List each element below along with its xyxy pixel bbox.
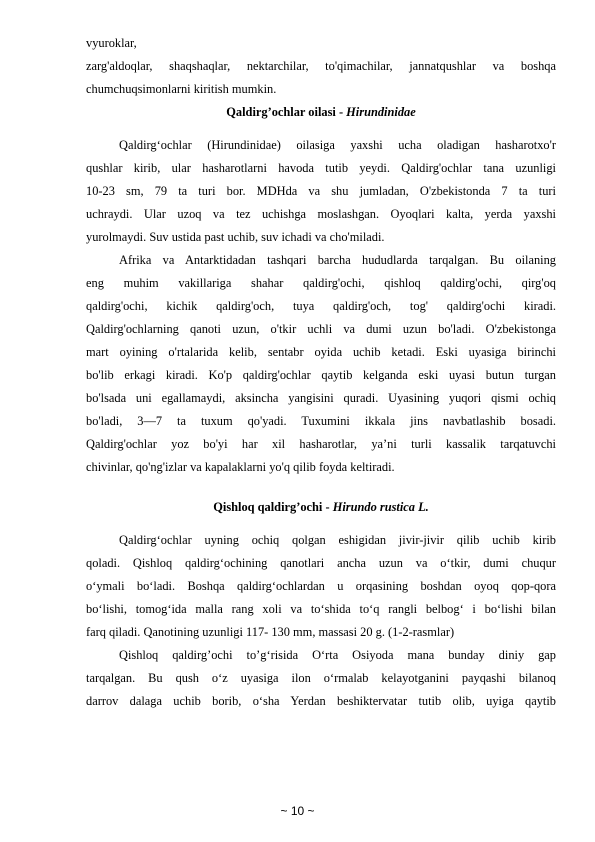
heading-text: Qishloq qaldirg’ochi - — [213, 500, 333, 514]
paragraph-line: bo'ladi, 3—7 ta tuxum qo'yadi. Tuxumini ikkala jins navbatlashib bosadi. — [86, 414, 556, 428]
paragraph-line: o‘ymali bo‘ladi. Boshqa qaldirg‘ochlardan u orqasining boshdan oyoq qop-qora — [86, 579, 556, 593]
paragraph-line: Qishloq qaldirg’ochi to’g‘risida O‘rta Osiyoda mana bunday diniy gap — [119, 648, 556, 662]
paragraph-line: Qaldirg'ochlarning qanoti uzun, o'tkir uchli va dumi uzun bo'ladi. O'zbekistonga — [86, 322, 556, 336]
text-line: vyuroklar, — [86, 36, 137, 50]
section-heading — [86, 499, 556, 516]
paragraph-line: uchraydi. Ular uzoq va tez uchishga moslashgan. Oyoqlari kalta, yerda yaxshi — [86, 207, 556, 221]
text-line: chumchuqsimonlarni kiritish mumkin. — [86, 82, 277, 96]
paragraph-line: bo‘lishi, tomog‘ida malla rang xoli va to‘shida to‘q rangli belbog‘ i bo‘lishi bilan — [86, 602, 556, 616]
paragraph-line: eng muhim vakillariga shahar qaldirg'ochi, qishloq qaldirg'ochi, qirg'oq — [86, 276, 556, 290]
paragraph-line: qaldirg'ochi, kichik qaldirg'och, tuya qaldirg'och, tog' qaldirg'ochi kiradi. — [86, 299, 556, 313]
heading-latin-name: Hirundinidae — [346, 105, 416, 119]
paragraph-line: darrov dalaga uchib borib, o‘sha Yerdan beshiktervatar tutib olib, uyiga qaytib — [86, 694, 556, 708]
text-line: zarg'aldoqlar, shaqshaqlar, nektarchilar, to'qimachilar, jannatqushlar va boshqa — [86, 59, 556, 73]
paragraph-line: bo'lib erkagi kiradi. Ko'p qaldirg'ochlar qaytib kelganda eski uyasi butun turgan — [86, 368, 556, 382]
paragraph-line: qushlar kirib, ular hasharotlarni havoda tutib yeydi. Qaldirg'ochlar tana uzunligi — [86, 161, 556, 175]
heading-text: Qaldirg’ochlar oilasi - — [226, 105, 347, 119]
paragraph-line: Afrika va Antarktidadan tashqari barcha hududlarda tarqalgan. Bu oilaning — [119, 253, 556, 267]
page-number: ~ 10 ~ — [280, 804, 315, 818]
paragraph-line: bo'lsada uni egallamaydi, aksincha yangisini quradi. Uyasining yuqori qismi ochiq — [86, 391, 556, 405]
paragraph-line: 10-23 sm, 79 ta turi bor. MDHda va shu jumladan, O'zbekistonda 7 ta turi — [86, 184, 556, 198]
paragraph-line: Qaldirg‘ochlar uyning ochiq qolgan eshigidan jivir-jivir qilib uchib kirib — [119, 533, 556, 547]
section-heading — [86, 104, 556, 121]
paragraph-line: farq qiladi. Qanotining uzunligi 117- 130 mm, massasi 20 g. (1-2-rasmlar) — [86, 625, 455, 639]
paragraph-line: qoladi. Qishloq qaldirg‘ochining qanotlari ancha uzun va o‘tkir, dumi chuqur — [86, 556, 556, 570]
paragraph-line: Qaldirg‘ochlar (Hirundinidae) oilasiga yaxshi ucha oladigan hasharotxo'r — [119, 138, 556, 152]
paragraph-line: Qaldirg'ochlar yoz bo'yi har xil hasharotlar, ya’ni turli kassalik tarqatuvchi — [86, 437, 556, 451]
paragraph-line: chivinlar, qo'ng'izlar va kapalaklarni yo'q qilib foyda keltiradi. — [86, 460, 395, 474]
paragraph-line: tarqalgan. Bu qush o‘z uyasiga ilon o‘rmalab kelayotganini payqashi bilanoq — [86, 671, 556, 685]
paragraph-line: mart oyining o'rtalarida kelib, sentabr oyida uchib ketadi. Eski uyasiga birinchi — [86, 345, 556, 359]
paragraph-line: yurolmaydi. Suv ustida past uchib, suv ichadi va cho'miladi. — [86, 230, 385, 244]
heading-latin-name: Hirundo rustica L. — [332, 500, 429, 514]
